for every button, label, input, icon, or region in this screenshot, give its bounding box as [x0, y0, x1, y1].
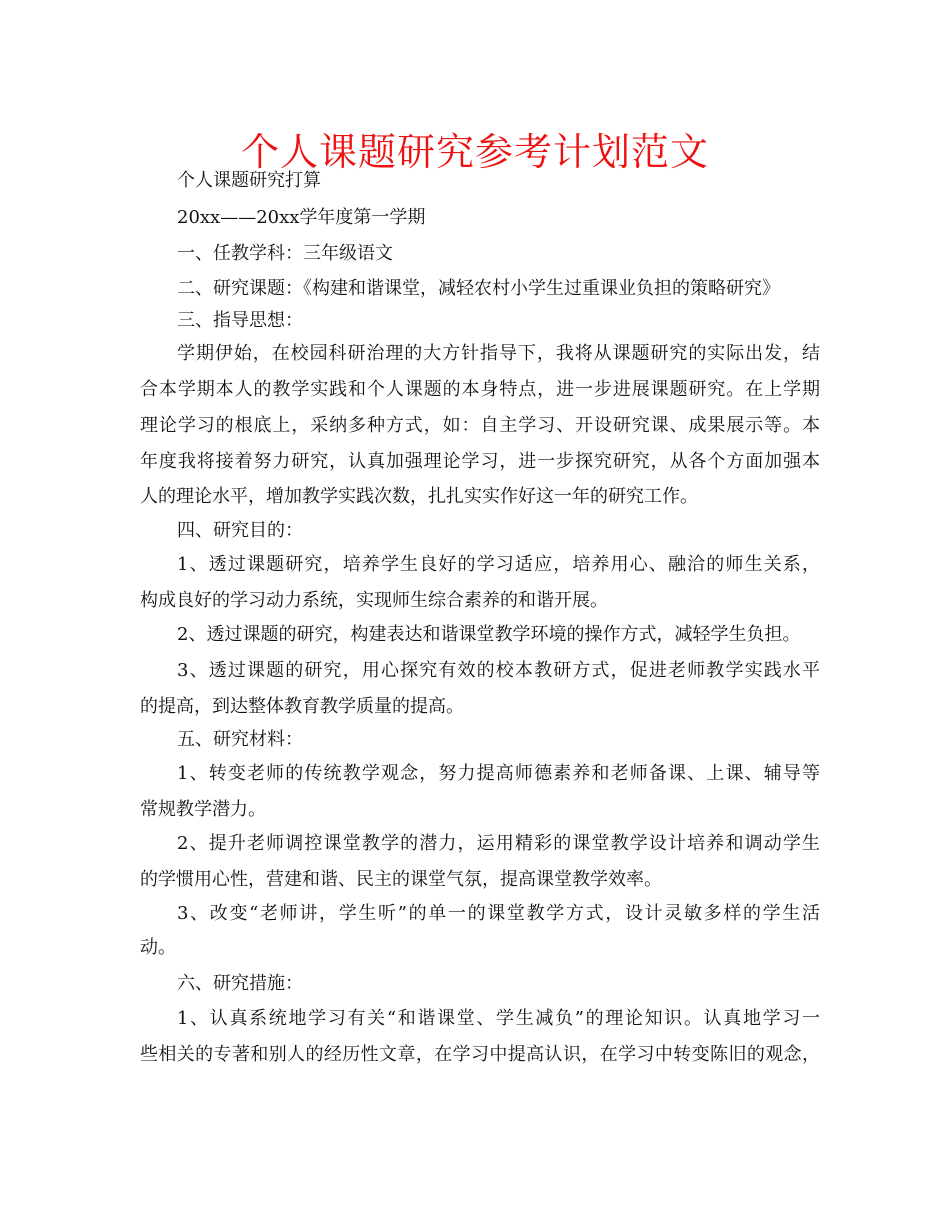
- paragraph-line: 些相关的专著和别人的经历性文章，在学习中提高认识，在学习中转变陈旧的观念，: [140, 1044, 820, 1065]
- paragraph-line: 理论学习的根底上，采纳多种方式，如：自主学习、开设研究课、成果展示等。本: [140, 415, 820, 436]
- paragraph-line: 2、提升老师调控课堂教学的潜力，运用精彩的课堂教学设计培养和调动学生: [177, 833, 820, 854]
- paragraph-line: 年度我将接着努力研究，认真加强理论学习，进一步探究研究，从各个方面加强本: [140, 451, 820, 472]
- section-heading: 二、研究课题：《构建和谐课堂，减轻农村小学生过重课业负担的策略研究》: [177, 278, 780, 299]
- paragraph-line: 1、透过课题研究，培养学生良好的学习适应，培养用心、融洽的师生关系，: [177, 554, 820, 575]
- paragraph-line: 构成良好的学习动力系统，实现师生综合素养的和谐开展。: [140, 590, 608, 611]
- section-heading: 六、研究措施：: [177, 973, 303, 994]
- paragraph-line: 1、认真系统地学习有关“和谐课堂、学生减负”的理论知识。认真地学习一: [177, 1008, 820, 1029]
- paragraph-line: 1、转变老师的传统教学观念，努力提高师德素养和老师备课、上课、辅导等: [177, 763, 820, 784]
- paragraph-line: 学期伊始，在校园科研治理的大方针指导下，我将从课题研究的实际出发，结: [177, 343, 820, 364]
- paragraph-line: 常规教学潜力。: [140, 799, 266, 820]
- section-heading: 五、研究材料：: [177, 729, 303, 750]
- subtitle-line: 个人课题研究打算: [177, 170, 321, 191]
- paragraph-line: 2、透过课题的研究，构建表达和谐课堂教学环境的操作方式，减轻学生负担。: [177, 624, 801, 645]
- paragraph-line: 的学惯用心性，营建和谐、民主的课堂气氛，提高课堂教学效率。: [140, 869, 662, 890]
- section-heading: 四、研究目的：: [177, 520, 303, 541]
- term-line: 20xx——20xx学年度第一学期: [177, 207, 426, 228]
- document-title: 个人课题研究参考计划范文: [240, 130, 709, 174]
- section-heading: 三、指导思想：: [177, 310, 303, 331]
- section-heading: 一、任教学科：三年级语文: [177, 243, 393, 264]
- paragraph-line: 人的理论水平，增加教学实践次数，扎扎实实作好这一年的研究工作。: [140, 486, 698, 507]
- paragraph-line: 合本学期本人的教学实践和个人课题的本身特点，进一步进展课题研究。在上学期: [140, 379, 820, 400]
- paragraph-line: 的提高，到达整体教育教学质量的提高。: [140, 696, 464, 717]
- paragraph-line: 动。: [140, 937, 176, 958]
- paragraph-line: 3、改变“老师讲，学生听”的单一的课堂教学方式，设计灵敏多样的学生活: [177, 903, 820, 924]
- paragraph-line: 3、透过课题的研究，用心探究有效的校本教研方式，促进老师教学实践水平: [177, 660, 820, 681]
